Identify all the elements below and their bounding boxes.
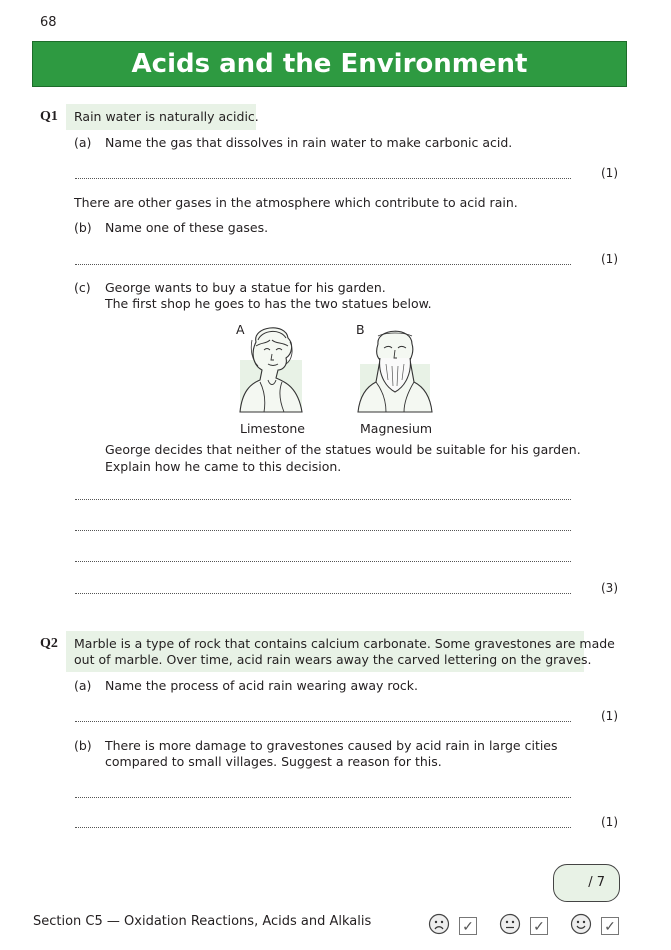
q2a-answer-line[interactable]: [75, 721, 571, 722]
sad-face-icon[interactable]: [428, 913, 450, 935]
happy-face-icon[interactable]: [570, 913, 592, 935]
q2b-line-2: compared to small villages. Suggest a reason for this.: [105, 754, 442, 769]
q2b-line-1: There is more damage to gravestones caused by acid rain in large cities: [105, 738, 558, 753]
neutral-face-icon[interactable]: [499, 913, 521, 935]
q1c-answer-line-2[interactable]: [75, 530, 571, 531]
question-2-number: Q2: [40, 636, 58, 651]
q2b-answer-line-2[interactable]: [75, 827, 571, 828]
question-2-intro-line-2: out of marble. Over time, acid rain wears away the carved lettering on the graves.: [74, 652, 592, 667]
statue-b-caption: Magnesium: [360, 421, 433, 436]
sad-face-checkbox[interactable]: ✓: [459, 917, 477, 935]
q2b-label: (b): [74, 738, 92, 753]
question-1-number: Q1: [40, 109, 58, 124]
statue-a-caption: Limestone: [240, 421, 305, 436]
happy-face-checkbox[interactable]: ✓: [601, 917, 619, 935]
score-total: / 7: [588, 875, 605, 890]
q1c-answer-line-1[interactable]: [75, 499, 571, 500]
statue-b-bearded-man-bust-image: [356, 320, 434, 414]
q1c-answer-line-3[interactable]: [75, 561, 571, 562]
q1b-marks: (1): [601, 252, 618, 266]
page-title: Acids and the Environment: [131, 49, 528, 79]
q2a-text: Name the process of acid rain wearing away rock.: [105, 678, 418, 693]
statue-a-woman-bust-image: [236, 320, 306, 414]
q1c-answer-line-4[interactable]: [75, 593, 571, 594]
q1a-marks: (1): [601, 166, 618, 180]
question-2-intro-line-1: Marble is a type of rock that contains calcium carbonate. Some gravestones are made: [74, 636, 615, 651]
question-1-intro: Rain water is naturally acidic.: [74, 109, 259, 124]
q1a-answer-line[interactable]: [75, 178, 571, 179]
q1c-line-1: George wants to buy a statue for his garden.: [105, 280, 386, 295]
q1a-text: Name the gas that dissolves in rain water to make carbonic acid.: [105, 135, 513, 150]
statue-b-letter: B: [356, 322, 365, 337]
q2b-answer-line-1[interactable]: [75, 797, 571, 798]
q1c-label: (c): [74, 280, 91, 295]
q1a-label: (a): [74, 135, 92, 150]
q1b-label: (b): [74, 220, 92, 235]
q1c-line-2: The first shop he goes to has the two statues below.: [105, 296, 432, 311]
score-box: [553, 864, 620, 902]
q1b-answer-line[interactable]: [75, 264, 571, 265]
neutral-face-checkbox[interactable]: ✓: [530, 917, 548, 935]
page-title-banner: [32, 41, 627, 87]
q1b-text: Name one of these gases.: [105, 220, 269, 235]
footer-section-title: Section C5 — Oxidation Reactions, Acids and Alkalis: [33, 914, 372, 929]
q1-middle-text: There are other gases in the atmosphere which contribute to acid rain.: [74, 195, 518, 210]
q2b-marks: (1): [601, 815, 618, 829]
q1c-marks: (3): [601, 581, 618, 595]
q1c-line-3: George decides that neither of the statues would be suitable for his garden.: [105, 442, 581, 457]
q2a-label: (a): [74, 678, 92, 693]
page-number: 68: [40, 15, 57, 30]
statue-a-letter: A: [236, 322, 245, 337]
q2a-marks: (1): [601, 709, 618, 723]
q1c-line-4: Explain how he came to this decision.: [105, 459, 342, 474]
